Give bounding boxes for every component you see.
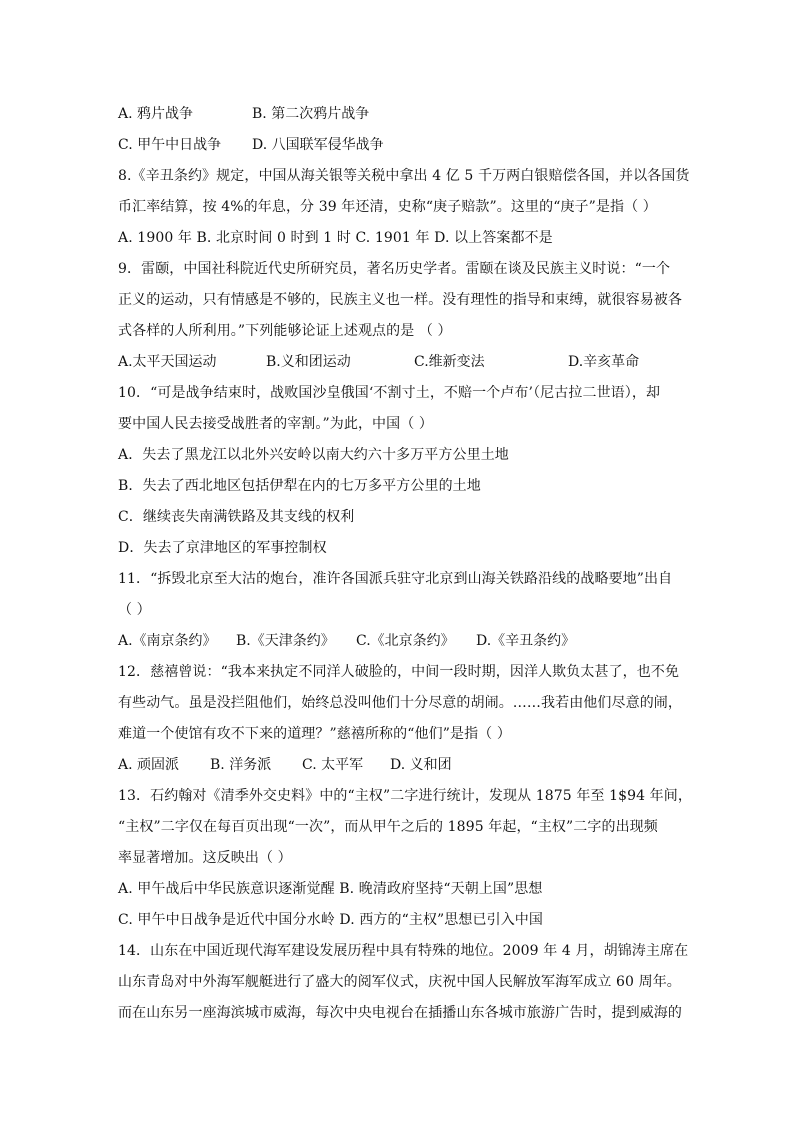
q9-option-a: A.太平天国运动	[118, 354, 217, 370]
q11-option-d: D.《辛丑条约》	[476, 633, 576, 649]
q14-stem-line3: 而在山东另一座海滨城市威海，每次中央电视台在插播山东各城市旅游广告时，提到威海的	[118, 1005, 682, 1021]
q13-options-row2: C. 甲午中日战争是近代中国分水岭 D. 西方的“主权”思想已引入中国	[118, 912, 544, 928]
q13-stem-line3: 率显著增加。这反映出（ ）	[118, 850, 292, 866]
q12-option-a: A. 顽固派	[118, 757, 180, 773]
q7-option-a: A. 鸦片战争	[118, 106, 194, 122]
q11-option-a: A.《南京条约》	[118, 633, 217, 649]
q7-option-b: B. 第二次鸦片战争	[252, 106, 370, 122]
q11-option-b: B.《天津条约》	[236, 633, 335, 649]
q7-option-c: C. 甲午中日战争	[118, 137, 222, 153]
q8-stem-line2: 币汇率结算，按 4%的年息，分 39 年还清，史称“庚子赔款”。这里的“庚子”是指（ ）	[118, 199, 657, 215]
q10-option-c: C．继续丧失南满铁路及其支线的权利	[118, 509, 355, 525]
q8-stem-line1: 8.《辛丑条约》规定，中国从海关银等关税中拿出 4 亿 5 千万两白银赔偿各国，并以各国货	[118, 168, 690, 184]
q12-stem-line1: 12．慈禧曾说：“我本来执定不同洋人破脸的，中间一段时期，因洋人欺负太甚了，也不免	[118, 664, 680, 680]
q10-option-a: A．失去了黑龙江以北外兴安岭以南大约六十多万平方公里土地	[118, 447, 509, 463]
q12-stem-line2: 有些动气。虽是没拦阻他们，始终总没叫他们十分尽意的胡闹。……我若由他们尽意的闹，	[118, 695, 682, 711]
q10-option-b: B．失去了西北地区包括伊犁在内的七万多平方公里的土地	[118, 478, 481, 494]
q9-stem-line2: 正义的运动，只有情感是不够的，民族主义也一样。没有理性的指导和束缚，就很容易被各	[118, 292, 682, 308]
q10-option-d: D．失去了京津地区的军事控制权	[118, 540, 327, 556]
q9-option-b: B.义和团运动	[266, 354, 351, 370]
q12-stem-line3: 难道一个使馆有攻不下来的道理？”慈禧所称的“他们”是指（ ）	[118, 726, 511, 742]
q13-options-row1: A. 甲午战后中华民族意识逐渐觉醒 B. 晚清政府坚持“天朝上国”思想	[118, 881, 543, 897]
q7-option-d: D. 八国联军侵华战争	[252, 137, 384, 153]
q9-option-c: C.维新变法	[414, 354, 485, 370]
q12-option-c: C. 太平军	[302, 757, 364, 773]
q10-stem-line2: 要中国人民去接受战胜者的宰割。”为此，中国（ ）	[118, 416, 434, 432]
q13-stem-line2: “主权”二字仅在每百页出现“一次”，而从甲午之后的 1895 年起，“主权”二字的出现频	[118, 819, 658, 835]
q11-option-c: C.《北京条约》	[356, 633, 455, 649]
q9-stem-line1: 9．雷颐，中国社科院近代史所研究员，著名历史学者。雷颐在谈及民族主义时说：“一个	[118, 261, 671, 277]
q14-stem-line1: 14．山东在中国近现代海军建设发展历程中具有特殊的地位。2009 年 4 月，胡锦涛主席在	[118, 943, 689, 959]
q11-stem-line2: （ ）	[118, 602, 151, 618]
q14-stem-line2: 山东青岛对中外海军舰艇进行了盛大的阅军仪式，庆祝中国人民解放军海军成立 60 周年。	[118, 974, 681, 990]
q12-option-b: B. 洋务派	[210, 757, 272, 773]
q10-stem-line1: 10．“可是战争结束时，战败国沙皇俄国‘不割寸土，不赔一个卢布’（尼古拉二世语），却	[118, 385, 661, 401]
q9-option-d: D.辛亥革命	[568, 354, 640, 370]
q12-option-d: D. 义和团	[390, 757, 452, 773]
q11-stem-line1: 11．“拆毁北京至大沽的炮台，准许各国派兵驻守北京到山海关铁路沿线的战略要地”出自	[118, 571, 673, 587]
q13-stem-line1: 13．石约翰对《清季外交史料》中的“主权”二字进行统计，发现从 1875 年至 1$94 年间，	[118, 788, 692, 804]
q9-stem-line3: 式各样的人所利用。”下列能够论证上述观点的是 （ ）	[118, 323, 452, 339]
q8-options: A. 1900 年 B. 北京时间 0 时到 1 时 C. 1901 年 D. 以上答案都不是	[118, 230, 553, 246]
